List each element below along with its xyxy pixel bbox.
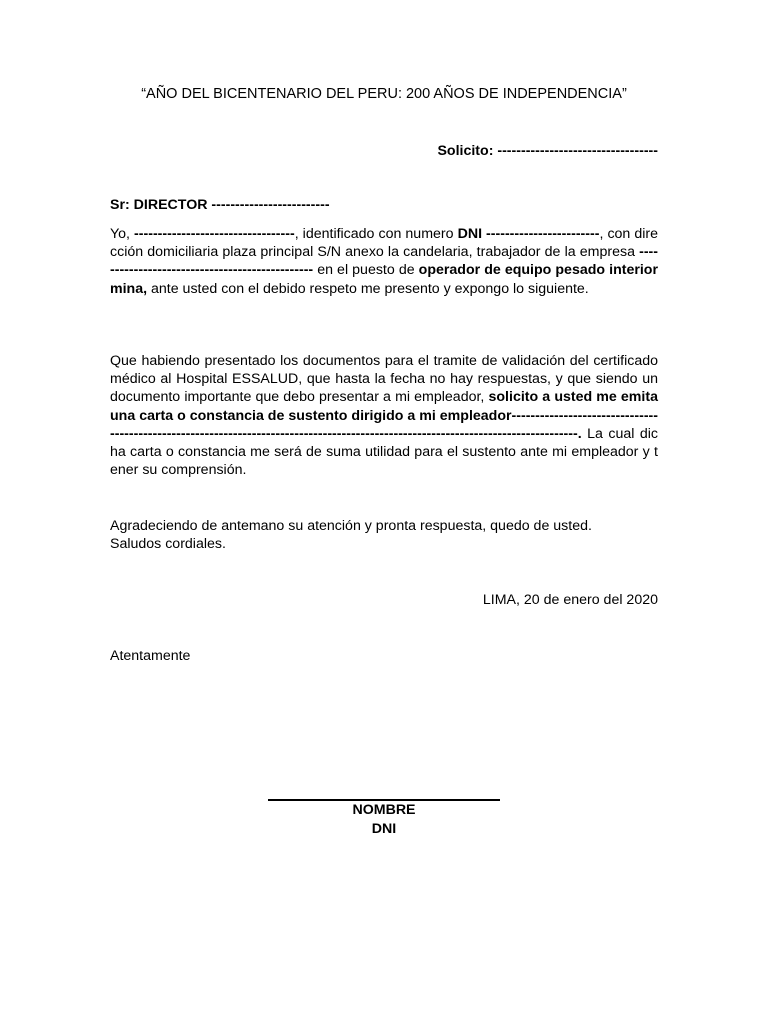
thanks-line: Agradeciendo de antemano su atención y pronta respuesta, quedo de usted. — [110, 518, 592, 534]
thanks-paragraph — [110, 517, 658, 553]
signature-name: NOMBRE — [352, 802, 416, 818]
intro-text-5: ante usted con el debido respeto me presento y expongo lo siguiente. — [147, 280, 589, 297]
closing: Atentamente — [110, 648, 191, 664]
request-paragraph — [110, 352, 658, 479]
letter-heading: “AÑO DEL BICENTENARIO DEL PERU: 200 AÑOS DE INDEPENDENCIA” — [141, 86, 627, 102]
signature-block — [0, 786, 768, 838]
request-highlight: solicito a usted me emita una carta o constancia de sustento dirigido a mi empleador----------------------------------------------------------------------------------------------------------------------------------. — [110, 389, 658, 442]
date-place: LIMA, 20 de enero del 2020 — [482, 592, 658, 608]
request-text-1: Que habiendo presentado los documentos para el tramite de validación del certificado médico al Hospital ESSALUD, que hasta la fecha no hay respuestas, y que siendo un documento importante que debo presentar a mi empleador, — [110, 353, 658, 406]
company-blank: ----------------------------------------------- — [110, 244, 658, 279]
name-blank: ---------------------------------- — [134, 226, 295, 242]
signature-dni: DNI — [371, 820, 397, 837]
job-title: operador de equipo pesado interior mina, — [110, 262, 658, 297]
intro-text-4: en el puesto de — [313, 262, 419, 279]
intro-text-2: , identificado con numero — [294, 226, 458, 242]
addressee: Sr: DIRECTOR ------------------------- — [110, 197, 330, 213]
intro-text-1: Yo, — [110, 226, 135, 242]
intro-paragraph — [110, 225, 658, 298]
greetings-line: Saludos cordiales. — [110, 536, 226, 553]
subject-line: Solicito: ---------------------------------- — [437, 143, 658, 159]
request-text-2: La cual dicha carta o constancia me será de suma utilidad para el sustento ante mi empleador y tener su comprensión. — [110, 425, 658, 479]
dni-blank: DNI ------------------------ — [457, 226, 600, 242]
signature-line — [268, 786, 500, 801]
intro-text-3: , con dirección domiciliaria plaza principal S/N anexo la candelaria, trabajador de la empresa — [110, 226, 659, 261]
